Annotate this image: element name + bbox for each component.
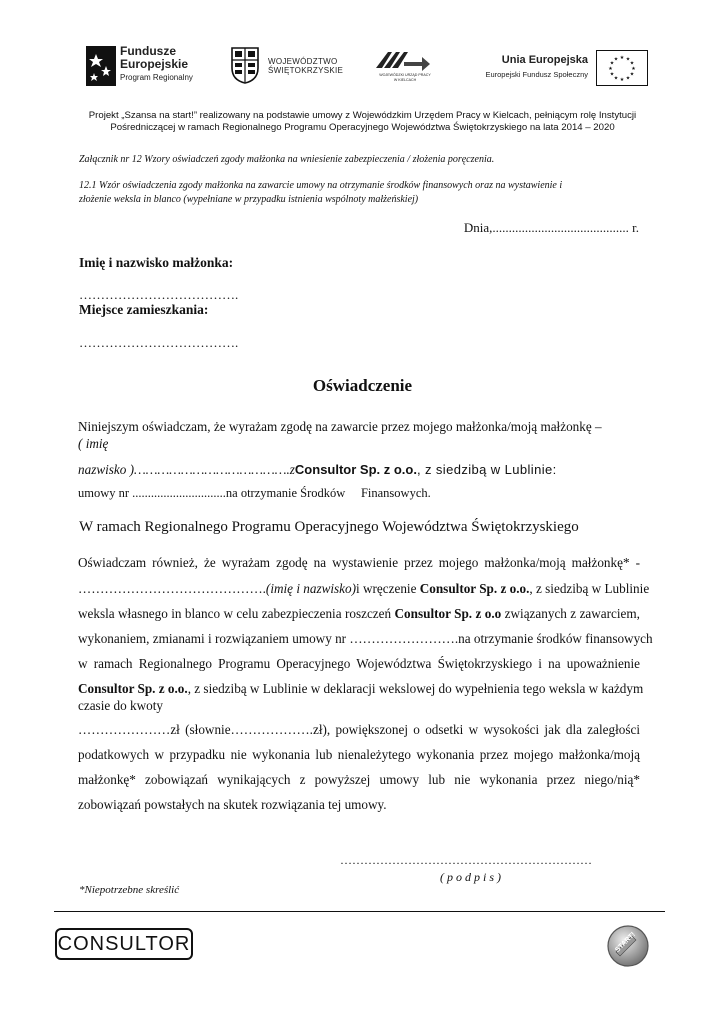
start-text: START! xyxy=(614,931,637,954)
start-badge-icon xyxy=(606,924,650,968)
para1-line3-c: , z siedzibą w Lublinie: xyxy=(416,462,557,477)
coat-of-arms-icon xyxy=(230,46,260,84)
para2-line3 xyxy=(78,606,640,622)
para2-line3-c: związanych z zawarciem, xyxy=(501,606,640,621)
project-info-line1: Projekt „Szansa na start!” realizowany na podstawie umowy z Wojewódzkim Urzędem Pracy w Kielcach, pełniącym rolę Instytucji xyxy=(88,110,637,121)
ue-logo xyxy=(470,50,650,90)
footnote: *Niepotrzebne skreślić xyxy=(79,884,180,896)
spouse-name-label: Imię i nazwisko małżonka: xyxy=(79,255,234,270)
spouse-name-field[interactable]: ………………………………. xyxy=(79,287,239,302)
ue-line2: Europejski Fundusz Społeczny xyxy=(485,70,588,79)
eu-flag-icon xyxy=(596,50,648,86)
para2-line2 xyxy=(78,581,650,597)
para2-line4: wykonaniem, zmianami i rozwiązaniem umowy nr …………………….na otrzymanie środków finansowych xyxy=(78,631,653,646)
fe-logo xyxy=(86,44,206,88)
consultor-logo xyxy=(55,928,193,960)
para2-line8: …………………zł (słownie……………….zł), powiększonej o odsetki w wysokości jak dla zaległości xyxy=(78,722,640,737)
woj-line1: WOJEWÓDZTWO xyxy=(268,57,338,66)
para2-line11: zobowiązań powstałych na skutek rozwiązania tej umowy. xyxy=(78,797,387,812)
para2-line2-e: , z siedzibą w Lublinie xyxy=(529,581,650,596)
annex-line3: złożenie weksla in blanco (wypełniane w przypadku istnienia wspólnoty małżeńskiej) xyxy=(79,194,419,205)
fe-line3: Program Regionalny xyxy=(120,73,193,82)
woj-line2: ŚWIĘTOKRZYSKIE xyxy=(268,66,344,75)
svg-text:★: ★ xyxy=(613,75,619,82)
svg-text:★: ★ xyxy=(629,71,635,78)
para1-line1: Niniejszym oświadczam, że wyrażam zgodę na zawarcie przez mojego małżonka/moją małżonkę – xyxy=(78,419,602,434)
project-info-line2: Pośredniczącej w ramach Regionalnego Programu Operacyjnego Województwa Świętokrzyskiego na lata 2014 – 2020 xyxy=(110,122,615,133)
fe-line1: Fundusze xyxy=(120,44,176,58)
signature-label: ( p o d p i s ) xyxy=(440,870,501,884)
residence-field[interactable]: ………………………………. xyxy=(79,335,239,350)
fe-line2: Europejskie xyxy=(120,57,189,71)
svg-text:★: ★ xyxy=(619,77,625,83)
para2-line3-company: Consultor Sp. z o.o xyxy=(394,606,502,621)
consultor-text: CONSULTOR xyxy=(57,933,191,955)
wup-line2: W KIELCACH xyxy=(393,78,417,82)
para2-line9: podatkowych w przypadku nie wykonania lub nienależytego wykonania przez mojego małżonka/moją xyxy=(78,747,640,762)
para1-line2: ( imię xyxy=(78,436,109,451)
para2-line1: Oświadczam również, że wyrażam zgodę na wystawienie przez mojego małżonka/moją małżonkę* - xyxy=(78,555,640,570)
para1-line3-a: nazwisko )………………………………….z xyxy=(78,462,295,477)
footer-divider xyxy=(54,911,665,912)
annex-line2: 12.1 Wzór oświadczenia zgody małżonka na zawarcie umowy na otrzymanie środków finansowych oraz na wystawienie i xyxy=(79,180,563,191)
document-title: Oświadczenie xyxy=(312,376,413,395)
wup-arrows-icon xyxy=(374,48,432,72)
program-line: W ramach Regionalnego Programu Operacyjnego Województwa Świętokrzyskiego xyxy=(79,519,579,535)
svg-text:★: ★ xyxy=(613,56,619,63)
svg-text:★: ★ xyxy=(619,55,625,61)
para2-line7: czasie do kwoty xyxy=(78,698,163,713)
annex-line1: Załącznik nr 12 Wzory oświadczeń zgody małżonka na wniesienie zabezpieczenia / złożenia poręczenia. xyxy=(79,154,495,165)
fe-stars-icon xyxy=(86,46,116,86)
para2-line2-c: i wręczenie xyxy=(356,581,420,596)
para2-line2-name: (imię i nazwisko) xyxy=(265,581,357,596)
wup-line1: WOJEWÓDZKI URZĄD PRACY xyxy=(379,73,431,77)
para2-line6-company: Consultor Sp. z o.o. xyxy=(78,681,188,696)
svg-text:★: ★ xyxy=(609,60,615,67)
svg-text:★: ★ xyxy=(631,66,636,72)
para2-line2-company: Consultor Sp. z o.o. xyxy=(419,581,530,596)
woj-logo xyxy=(230,46,344,88)
para2-line2-dots: ……………………………………. xyxy=(78,581,266,596)
wup-logo xyxy=(374,48,434,90)
para1-line4: umowy nr ..............................na otrzymanie Środków Finansowych. xyxy=(78,486,431,500)
svg-text:★: ★ xyxy=(629,60,635,67)
svg-text:★: ★ xyxy=(608,66,613,72)
residence-label: Miejsce zamieszkania: xyxy=(79,302,209,317)
svg-text:★: ★ xyxy=(609,71,615,78)
signature-field[interactable]: ……………………………………………………… xyxy=(340,853,592,867)
para1-line3-company: Consultor Sp. z o.o. xyxy=(294,462,417,477)
ue-line1: Unia Europejska xyxy=(501,54,588,66)
para2-line3-a: weksla własnego in blanco w celu zabezpieczenia roszczeń xyxy=(78,606,395,621)
svg-text:★: ★ xyxy=(625,75,631,82)
para1-line3 xyxy=(78,462,640,478)
start-logo xyxy=(606,924,650,968)
svg-text:★: ★ xyxy=(625,56,631,63)
date-line: Dnia,.......................................... r. xyxy=(463,220,639,235)
para2-line6 xyxy=(78,681,644,697)
para2-line10: małżonkę* zobowiązań wynikających z powyższej umowy lub nie wykonania przez niego/nią* xyxy=(78,772,640,787)
para2-line6-b: , z siedzibą w Lublinie w deklaracji wekslowej do wypełnienia tego weksla w każdym xyxy=(187,681,644,696)
para2-line5: w ramach Regionalnego Programu Operacyjnego Województwa Świętokrzyskiego i na upoważnienie xyxy=(78,656,640,671)
